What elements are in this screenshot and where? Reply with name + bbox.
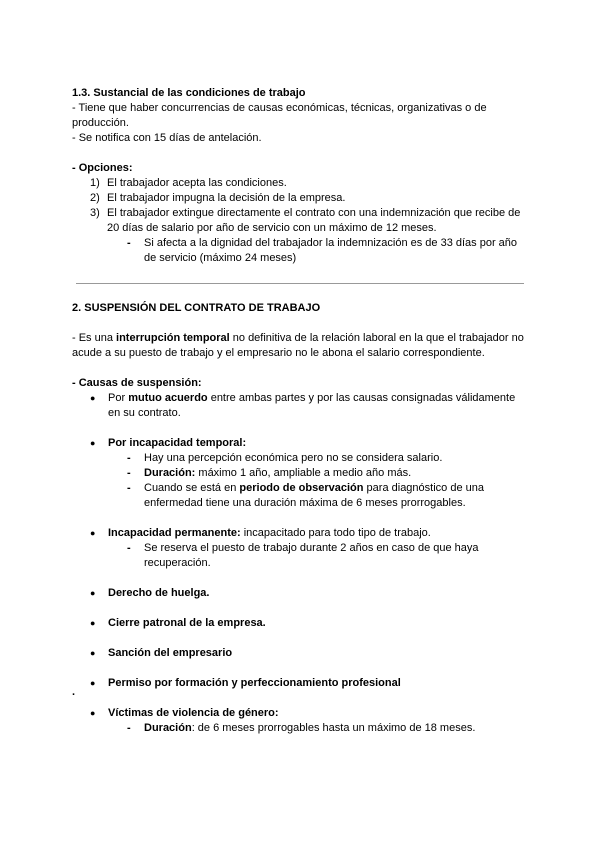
causes-label: - Causas de suspensión: [72, 377, 202, 389]
dash-marker: - [127, 467, 131, 479]
bullet-marker: ● [90, 708, 96, 718]
list-item: ● Por incapacidad temporal: [90, 437, 247, 449]
dash-marker: - [127, 237, 131, 249]
options-label: - Opciones: [72, 162, 133, 174]
list-item [72, 191, 524, 206]
list-item [72, 176, 524, 191]
dash-marker: - [127, 482, 131, 494]
paragraph: - Tiene que haber concurrencias de causas económicas, técnicas, organizativas o de producción. [72, 102, 487, 129]
list-item: ● Por mutuo acuerdo entre ambas partes y por las causas consignadas válidamente en su contrato. [90, 392, 516, 419]
sub-item: - Se reserva el puesto de trabajo durante 2 años en caso de que haya recuperación. [127, 542, 479, 569]
item-number: 3) [90, 207, 100, 219]
bullet-marker: ● [90, 393, 96, 403]
options-list [72, 176, 524, 236]
bullet-marker: ● [90, 648, 96, 658]
section-2-title: 2. SUSPENSIÓN DEL CONTRATO DE TRABAJO [72, 302, 321, 314]
paragraph: - Es una interrupción temporal no definitiva de la relación laboral en la que el trabajador no acude a su puesto de trabajo y el empresario no le abona el salario correspondiente. [72, 332, 524, 359]
sub-item: - Cuando se está en periodo de observación para diagnóstico de una enfermedad tiene una duración máxima de 6 meses prorrogables. [127, 482, 484, 509]
list-item: ● Derecho de huelga. [90, 587, 210, 599]
horizontal-rule [76, 283, 524, 284]
list-item: ● Incapacidad permanente: incapacitado para todo tipo de trabajo. [90, 527, 431, 539]
list-item [72, 206, 524, 236]
stray-period: . [72, 686, 76, 698]
dash-marker: - [127, 452, 131, 464]
item-number: 1) [90, 177, 100, 189]
sub-item: - Duración: de 6 meses prorrogables hasta un máximo de 18 meses. [127, 722, 476, 734]
list-item: ● Cierre patronal de la empresa. [90, 617, 266, 629]
bullet-marker: ● [90, 588, 96, 598]
sub-item: - Duración: máximo 1 año, ampliable a medio año más. [127, 467, 412, 479]
document-page [72, 86, 524, 736]
paragraph: - Se notifica con 15 días de antelación. [72, 132, 262, 144]
bullet-marker: ● [90, 438, 96, 448]
item-number: 2) [90, 192, 100, 204]
item-text: El trabajador impugna la decisión de la empresa. [107, 192, 346, 204]
section-1-3-title: 1.3. Sustancial de las condiciones de trabajo [72, 87, 306, 99]
bullet-marker: ● [90, 528, 96, 538]
list-item: ● Víctimas de violencia de género: [90, 707, 279, 719]
list-item: ● Sanción del empresario [90, 647, 233, 659]
sub-item [72, 236, 524, 266]
bullet-marker: ● [90, 678, 96, 688]
item-text: El trabajador extingue directamente el contrato con una indemnización que recibe de 20 días de salario por año de servicio con un máximo de 12 meses. [107, 207, 521, 234]
bullet-marker: ● [90, 618, 96, 628]
sub-item: - Hay una percepción económica pero no se considera salario. [127, 452, 443, 464]
sub-item-text: Si afecta a la dignidad del trabajador la indemnización es de 33 días por año de servicio (máximo 24 meses) [144, 237, 518, 264]
list-item: ● Permiso por formación y perfeccionamiento profesional [90, 677, 401, 689]
dash-marker: - [127, 542, 131, 554]
item-text: El trabajador acepta las condiciones. [107, 177, 287, 189]
dash-marker: - [127, 722, 131, 734]
